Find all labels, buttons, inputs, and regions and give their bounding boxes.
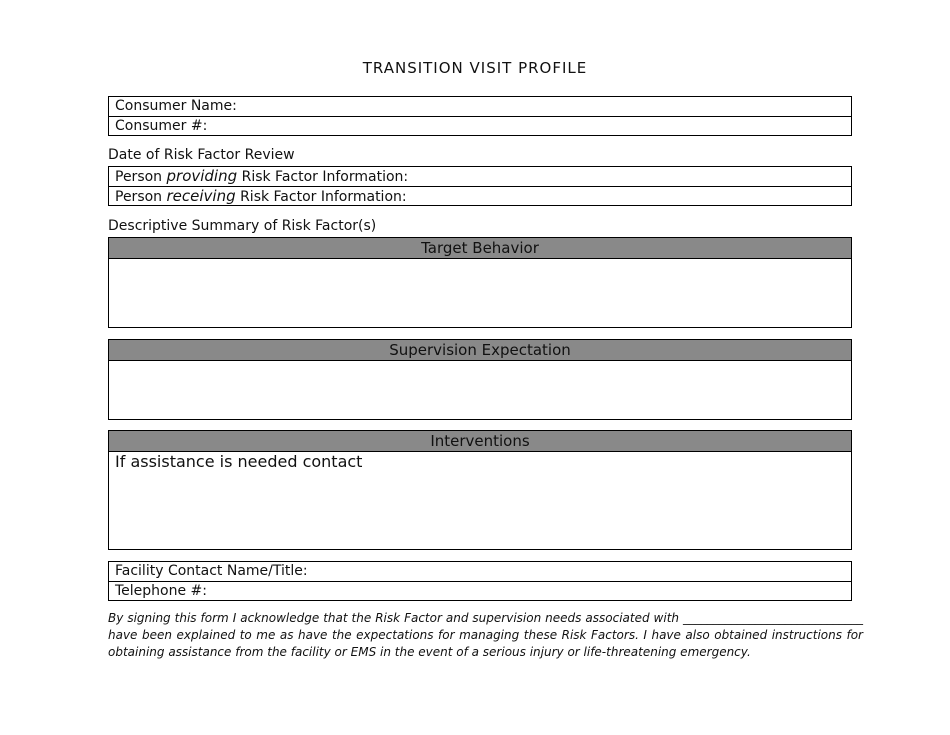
target-behavior-header: Target Behavior <box>109 238 851 259</box>
facility-contact-field[interactable] <box>109 562 851 581</box>
person-receiving-field[interactable] <box>109 186 851 205</box>
person-receiving-label-post: Risk Factor Information: <box>235 189 407 205</box>
interventions-section <box>108 430 852 550</box>
person-providing-label-post: Risk Factor Information: <box>237 169 409 185</box>
summary-label: Descriptive Summary of Risk Factor(s) <box>108 218 377 234</box>
consumer-info-box <box>108 96 852 136</box>
person-receiving-label-emphasis: receiving <box>166 187 236 205</box>
target-behavior-field[interactable] <box>109 259 851 327</box>
target-behavior-section <box>108 237 852 328</box>
supervision-field[interactable] <box>109 361 851 419</box>
consumer-number-field[interactable] <box>109 116 851 135</box>
consumer-name-label: Consumer Name: <box>115 98 237 114</box>
supervision-header: Supervision Expectation <box>109 340 851 361</box>
facility-contact-label: Facility Contact Name/Title: <box>115 563 308 579</box>
review-persons-box <box>108 166 852 206</box>
review-date-label: Date of Risk Factor Review <box>108 147 295 163</box>
supervision-section <box>108 339 852 420</box>
telephone-field[interactable] <box>109 581 851 600</box>
consumer-name-field[interactable] <box>109 97 851 116</box>
telephone-label: Telephone #: <box>115 583 207 599</box>
interventions-field[interactable] <box>109 452 851 549</box>
person-providing-label-pre: Person <box>115 169 167 185</box>
acknowledgement-text: By signing this form I acknowledge that the Risk Factor and supervision needs associated with ______________________________ have been explained to me as have the expectations for managing these Risk Factors. I have also obtained instructions for obtaining assistance from the facility or EMS in the event of a serious injury or life-threatening emergency. <box>108 611 863 659</box>
person-providing-field[interactable] <box>109 167 851 186</box>
page-title: TRANSITION VISIT PROFILE <box>362 59 588 77</box>
consumer-number-label: Consumer #: <box>115 118 208 134</box>
interventions-text: If assistance is needed contact <box>115 452 363 471</box>
person-providing-label-emphasis: providing <box>166 167 238 185</box>
interventions-header: Interventions <box>109 431 851 452</box>
person-receiving-label-pre: Person <box>115 189 167 205</box>
facility-contact-box <box>108 561 852 601</box>
